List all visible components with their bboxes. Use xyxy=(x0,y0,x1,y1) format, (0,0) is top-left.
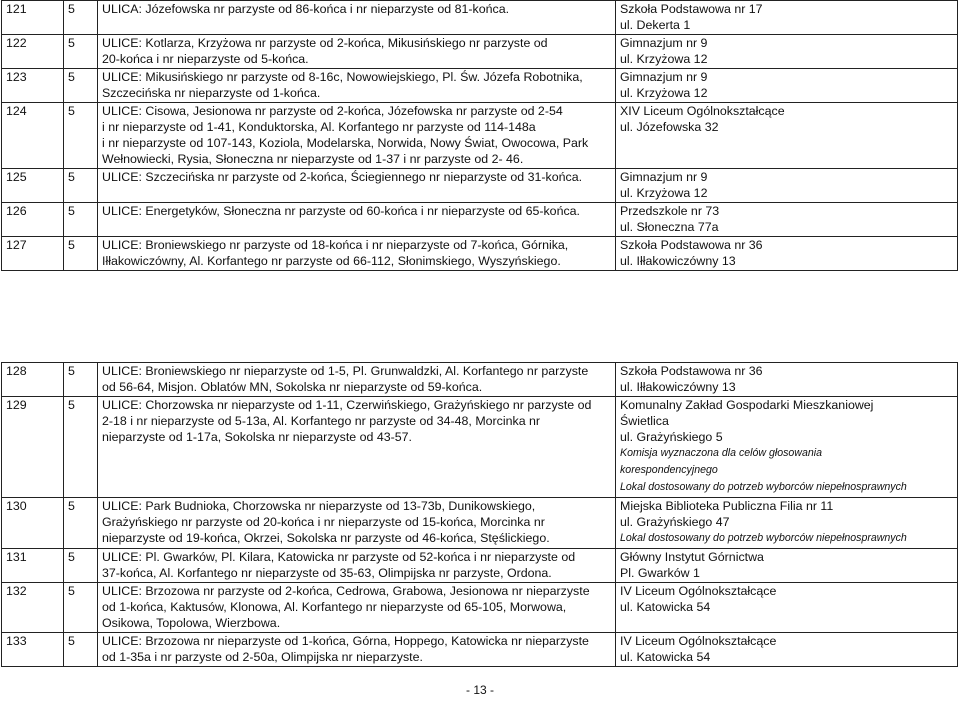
table-row xyxy=(2,549,958,583)
polling-location xyxy=(616,363,958,397)
district-number: 123 xyxy=(2,69,64,103)
district-number: 131 xyxy=(2,549,64,583)
street-line: ULICE: Chorzowska nr nieparzyste od 1-11, Czerwińskiego, Grażyńskiego nr parzyste od xyxy=(102,398,592,412)
polling-location xyxy=(616,633,958,667)
street-line: Wełnowiecki, Rysia, Słoneczna nr nieparzyste od 1-37 i nr parzyste od 2- 46. xyxy=(102,152,524,166)
street-line: 37-końca, Al. Korfantego nr nieparzyste od 35-63, Olimpijska nr parzyste, Ordona. xyxy=(102,566,552,580)
location-line: ul. Iłłakowiczówny 13 xyxy=(620,380,736,394)
street-line: Iłłakowiczówny, Al. Korfantego nr parzyste od 66-112, Słonimskiego, Wyszyńskiego. xyxy=(102,254,561,268)
member-count: 5 xyxy=(64,35,98,69)
polling-location xyxy=(616,103,958,169)
location-line: IV Liceum Ogólnokształcące xyxy=(620,634,777,648)
street-line: Grażyńskiego nr parzyste od 20-końca i nr nieparzyste od 15-końca, Morcinka nr xyxy=(102,515,545,529)
member-count: 5 xyxy=(64,1,98,35)
location-line: ul. Słoneczna 77a xyxy=(620,220,719,234)
district-streets xyxy=(98,203,616,237)
street-line: Osikowa, Topolowa, Wierzbowa. xyxy=(102,616,281,630)
location-line: ul. Krzyżowa 12 xyxy=(620,186,708,200)
member-count: 5 xyxy=(64,69,98,103)
location-note: Komisja wyznaczona dla celów głosowania xyxy=(620,447,822,459)
district-number: 121 xyxy=(2,1,64,35)
street-line: nieparzyste od 19-końca, Okrzei, Sokolska nr parzyste od 46-końca, Stęślickiego. xyxy=(102,531,550,545)
location-line: Komunalny Zakład Gospodarki Mieszkaniowej xyxy=(620,398,874,412)
district-streets xyxy=(98,69,616,103)
street-line: ULICE: Park Budnioka, Chorzowska nr nieparzyste od 13-73b, Dunikowskiego, xyxy=(102,499,536,513)
location-line: Główny Instytut Górnictwa xyxy=(620,550,764,564)
table-row xyxy=(2,583,958,633)
street-line: od 1-35a i nr parzyste od 2-50a, Olimpijska nr nieparzyste. xyxy=(102,650,423,664)
member-count: 5 xyxy=(64,633,98,667)
table-row xyxy=(2,35,958,69)
district-number: 130 xyxy=(2,498,64,549)
location-line: Gimnazjum nr 9 xyxy=(620,36,708,50)
location-line: ul. Grażyńskiego 5 xyxy=(620,430,723,444)
location-note: Lokal dostosowany do potrzeb wyborców niepełnosprawnych xyxy=(620,481,907,493)
district-number: 122 xyxy=(2,35,64,69)
district-number: 132 xyxy=(2,583,64,633)
district-streets xyxy=(98,1,616,35)
district-streets xyxy=(98,498,616,549)
location-line: ul. Krzyżowa 12 xyxy=(620,86,708,100)
district-number: 133 xyxy=(2,633,64,667)
district-streets xyxy=(98,169,616,203)
street-line: i nr nieparzyste od 107-143, Koziola, Modelarska, Norwida, Nowy Świat, Owocowa, Park xyxy=(102,136,589,150)
polling-location xyxy=(616,583,958,633)
location-line: Szkoła Podstawowa nr 36 xyxy=(620,364,763,378)
district-number: 124 xyxy=(2,103,64,169)
street-line: Szczecińska nr nieparzyste od 1-końca. xyxy=(102,86,321,100)
street-line: ULICE: Brzozowa nr parzyste od 2-końca, Cedrowa, Grabowa, Jesionowa nr nieparzyste xyxy=(102,584,590,598)
location-line: XIV Liceum Ogólnokształcące xyxy=(620,104,785,118)
district-streets xyxy=(98,583,616,633)
polling-location xyxy=(616,397,958,498)
polling-location xyxy=(616,237,958,271)
location-line: Przedszkole nr 73 xyxy=(620,204,720,218)
street-line: ULICE: Cisowa, Jesionowa nr parzyste od 2-końca, Józefowska nr parzyste od 2-54 xyxy=(102,104,563,118)
location-line: Szkoła Podstawowa nr 17 xyxy=(620,2,763,16)
table-row xyxy=(2,103,958,169)
district-streets xyxy=(98,237,616,271)
member-count: 5 xyxy=(64,169,98,203)
table-row xyxy=(2,498,958,549)
table-row xyxy=(2,1,958,35)
table-row xyxy=(2,363,958,397)
table-row xyxy=(2,633,958,667)
location-line: ul. Katowicka 54 xyxy=(620,600,711,614)
polling-location xyxy=(616,69,958,103)
street-line: 2-18 i nr nieparzyste od 5-13a, Al. Korfantego nr parzyste od 34-48, Morcinka nr xyxy=(102,414,541,428)
location-note: Lokal dostosowany do potrzeb wyborców niepełnosprawnych xyxy=(620,532,907,544)
polling-location xyxy=(616,203,958,237)
street-line: i nr nieparzyste od 1-41, Konduktorska, Al. Korfantego nr parzyste od 114-148a xyxy=(102,120,536,134)
table-row xyxy=(2,169,958,203)
district-table-bottom xyxy=(1,362,958,667)
district-number: 126 xyxy=(2,203,64,237)
district-streets xyxy=(98,35,616,69)
page-number: - 13 - xyxy=(465,683,494,697)
location-line: ul. Krzyżowa 12 xyxy=(620,52,708,66)
member-count: 5 xyxy=(64,363,98,397)
member-count: 5 xyxy=(64,237,98,271)
district-number: 127 xyxy=(2,237,64,271)
street-line: od 1-końca, Kaktusów, Klonowa, Al. Korfantego nr nieparzyste od 65-105, Morwowa, xyxy=(102,600,567,614)
street-line: ULICE: Pl. Gwarków, Pl. Kilara, Katowicka nr parzyste od 52-końca i nr nieparzyste od xyxy=(102,550,576,564)
location-line: Miejska Biblioteka Publiczna Filia nr 11 xyxy=(620,499,834,513)
street-line: ULICE: Brzozowa nr nieparzyste od 1-końca, Górna, Hoppego, Katowicka nr nieparzyste xyxy=(102,634,589,648)
street-line: ULICE: Broniewskiego nr nieparzyste od 1-5, Pl. Grunwaldzki, Al. Korfantego nr parzyste xyxy=(102,364,589,378)
street-line: od 56-64, Misjon. Oblatów MN, Sokolska nr nieparzyste od 59-końca. xyxy=(102,380,483,394)
location-line: Szkoła Podstawowa nr 36 xyxy=(620,238,763,252)
member-count: 5 xyxy=(64,397,98,498)
location-line: Świetlica xyxy=(620,414,669,428)
district-number: 125 xyxy=(2,169,64,203)
table-row xyxy=(2,237,958,271)
location-line: ul. Iłłakowiczówny 13 xyxy=(620,254,736,268)
street-line: ULICE: Energetyków, Słoneczna nr parzyste od 60-końca i nr nieparzyste od 65-końca. xyxy=(102,204,580,218)
location-line: Pl. Gwarków 1 xyxy=(620,566,700,580)
district-number: 129 xyxy=(2,397,64,498)
street-line: 20-końca i nr nieparzyste od 5-końca. xyxy=(102,52,309,66)
district-streets xyxy=(98,397,616,498)
location-line: ul. Józefowska 32 xyxy=(620,120,719,134)
member-count: 5 xyxy=(64,583,98,633)
street-line: ULICE: Broniewskiego nr parzyste od 18-końca i nr nieparzyste od 7-końca, Górnika, xyxy=(102,238,569,252)
location-line: Gimnazjum nr 9 xyxy=(620,170,708,184)
member-count: 5 xyxy=(64,103,98,169)
polling-location xyxy=(616,1,958,35)
district-streets xyxy=(98,549,616,583)
member-count: 5 xyxy=(64,498,98,549)
location-line: Gimnazjum nr 9 xyxy=(620,70,708,84)
member-count: 5 xyxy=(64,203,98,237)
street-line: ULICE: Mikusińskiego nr parzyste od 8-16c, Nowowiejskiego, Pl. Św. Józefa Robotnika, xyxy=(102,70,583,84)
location-line: ul. Grażyńskiego 47 xyxy=(620,515,730,529)
street-line: ULICE: Kotlarza, Krzyżowa nr parzyste od 2-końca, Mikusińskiego nr parzyste od xyxy=(102,36,548,50)
polling-location xyxy=(616,549,958,583)
table-row xyxy=(2,397,958,498)
location-line: ul. Katowicka 54 xyxy=(620,650,711,664)
district-streets xyxy=(98,363,616,397)
location-line: ul. Dekerta 1 xyxy=(620,18,691,32)
table-row xyxy=(2,69,958,103)
street-line: ULICA: Józefowska nr parzyste od 86-końca i nr nieparzyste od 81-końca. xyxy=(102,2,510,16)
polling-location xyxy=(616,169,958,203)
district-streets xyxy=(98,103,616,169)
polling-location xyxy=(616,35,958,69)
location-note: korespondencyjnego xyxy=(620,464,718,476)
street-line: ULICE: Szczecińska nr parzyste od 2-końca, Ściegiennego nr nieparzyste od 31-końca. xyxy=(102,170,583,184)
polling-location xyxy=(616,498,958,549)
table-row xyxy=(2,203,958,237)
district-streets xyxy=(98,633,616,667)
location-line: IV Liceum Ogólnokształcące xyxy=(620,584,777,598)
district-table-top xyxy=(1,0,958,271)
street-line: nieparzyste od 1-17a, Sokolska nr nieparzyste od 43-57. xyxy=(102,430,412,444)
district-number: 128 xyxy=(2,363,64,397)
member-count: 5 xyxy=(64,549,98,583)
